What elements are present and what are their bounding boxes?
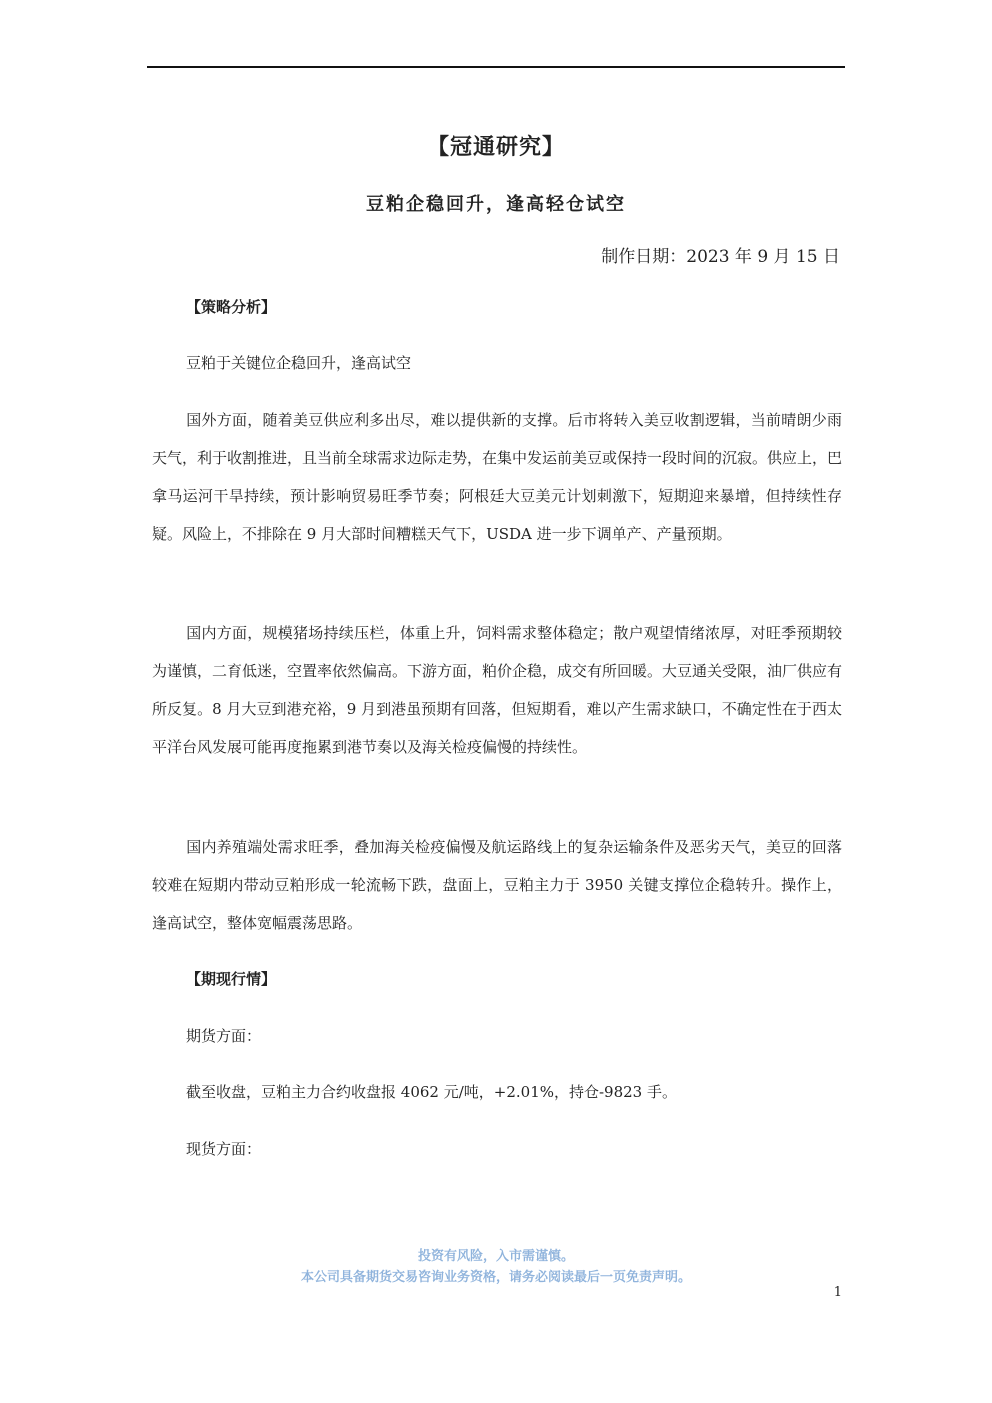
paragraph-overseas-text: 国外方面，随着美豆供应利多出尽，难以提供新的支撑。后市将转入美豆收割逻辑，当前晴朗少雨天气，利于收割推进，且当前全球需求边际走势，在集中发运前美豆或保持一段时间的沉寂。供应上，巴拿马运河干旱持续，预计影响贸易旺季节奏；阿根廷大豆美元计划刺激下，短期迎来暴增，但持续性存疑。风险上，不排除在 9 月大部时间糟糕天气下，USDA 进一步下调单产、产量预期。 xyxy=(152,411,843,543)
strategy-summary: 豆粕于关键位企稳回升，逢高试空 xyxy=(186,354,412,372)
paragraph-domestic xyxy=(152,614,842,766)
paragraph-overseas xyxy=(152,401,842,553)
page-number: 1 xyxy=(833,1285,842,1300)
futures-text: 截至收盘，豆粕主力合约收盘报 4062 元/吨，+2.01%，持仓-9823 手。 xyxy=(186,1083,677,1101)
market-heading: 【期现行情】 xyxy=(186,970,277,988)
spot-label: 现货方面： xyxy=(186,1140,262,1158)
footer-risk-note: 投资有风险，入市需谨慎。 xyxy=(417,1249,574,1264)
header-rule xyxy=(147,66,845,68)
document-subtitle: 豆粕企稳回升，逢高轻仓试空 xyxy=(366,194,626,215)
strategy-heading: 【策略分析】 xyxy=(186,298,277,316)
document-title: 【冠通研究】 xyxy=(426,135,565,160)
paragraph-domestic-text: 国内方面，规模猪场持续压栏，体重上升，饲料需求整体稳定；散户观望情绪浓厚，对旺季预期较为谨慎，二育低迷，空置率依然偏高。下游方面，粕价企稳，成交有所回暖。大豆通关受限，油厂供应有所反复。8 月大豆到港充裕，9 月到港虽预期有回落，但短期看，难以产生需求缺口，不确定性在于西太平洋台风发展可能再度拖累到港节奏以及海关检疫偏慢的持续性。 xyxy=(152,624,843,756)
futures-label: 期货方面： xyxy=(186,1027,262,1045)
footer-disclaimer: 本公司具备期货交易咨询业务资格，请务必阅读最后一页免责声明。 xyxy=(300,1270,691,1285)
paragraph-conclusion xyxy=(152,828,842,942)
paragraph-conclusion-text: 国内养殖端处需求旺季，叠加海关检疫偏慢及航运路线上的复杂运输条件及恶劣天气，美豆的回落较难在短期内带动豆粕形成一轮流畅下跌，盘面上，豆粕主力于 3950 关键支撑位企稳转升。操作上，逢高试空，整体宽幅震荡思路。 xyxy=(152,838,842,932)
document-date: 制作日期：2023 年 9 月 15 日 xyxy=(601,247,840,267)
